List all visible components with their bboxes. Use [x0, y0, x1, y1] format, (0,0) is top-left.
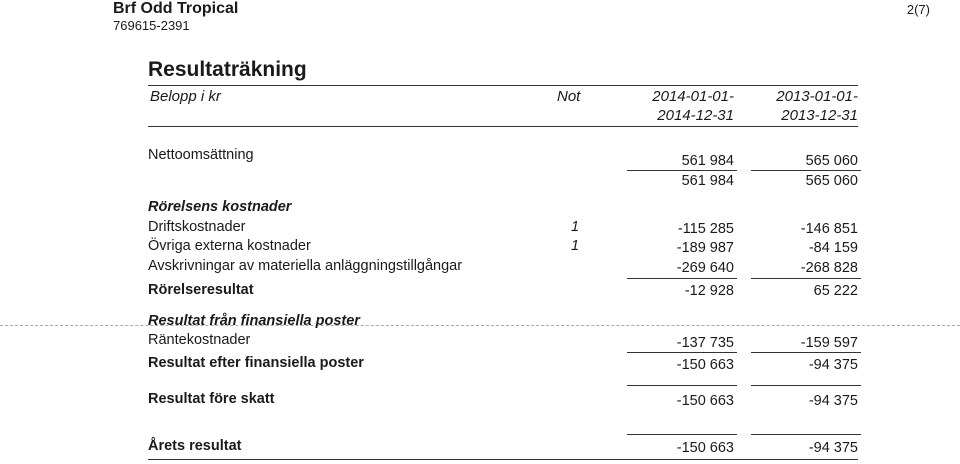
row-value-avskrivningar-2014: -269 640 — [676, 260, 734, 276]
underline — [627, 170, 737, 171]
row-label-efter-finans: Resultat efter finansiella poster — [148, 355, 364, 371]
row-label-rorelseresultat: Rörelseresultat — [148, 282, 254, 298]
period2-header-start: 2013-01-01- — [776, 88, 858, 105]
row-value-fore-skatt-2014: -150 663 — [676, 393, 734, 409]
row-value-ranta-2014: -137 735 — [676, 335, 734, 351]
row-value-ranta-2013: -159 597 — [800, 335, 858, 351]
row-value-avskrivningar-2013: -268 828 — [800, 260, 858, 276]
underline — [627, 434, 737, 435]
underline — [627, 278, 737, 279]
bottom-rule — [148, 459, 858, 460]
row-value-netto-sum-2014: 561 984 — [681, 173, 734, 189]
row-value-drift-2014: -115 285 — [677, 221, 734, 237]
company-name: Brf Odd Tropical — [113, 0, 239, 17]
underline — [751, 278, 861, 279]
period1-header-start: 2014-01-01- — [652, 88, 734, 105]
row-value-efter-finans-2014: -150 663 — [676, 357, 734, 373]
underline — [751, 170, 861, 171]
report-title: Resultaträkning — [148, 58, 307, 81]
amount-unit-label: Belopp i kr — [150, 88, 221, 105]
row-value-ovriga-2013: -84 159 — [808, 240, 858, 256]
underline — [751, 352, 861, 353]
section-heading-rorelse: Rörelsens kostnader — [148, 199, 292, 215]
row-note-ovriga: 1 — [571, 238, 580, 254]
row-value-efter-finans-2013: -94 375 — [808, 357, 858, 373]
row-value-ovriga-2014: -189 987 — [676, 240, 734, 256]
row-value-netto-2014: 561 984 — [681, 153, 734, 169]
section-heading-finans: Resultat från finansiella poster — [148, 313, 360, 329]
underline — [627, 385, 737, 386]
row-label-arets-resultat: Årets resultat — [148, 438, 242, 454]
row-label-fore-skatt: Resultat före skatt — [148, 391, 275, 407]
underline — [627, 352, 737, 353]
note-column-header: Not — [557, 88, 581, 105]
row-label-ranta: Räntekostnader — [148, 332, 251, 348]
page-number: 2(7) — [906, 2, 930, 17]
row-note-drift: 1 — [571, 219, 580, 235]
row-value-fore-skatt-2013: -94 375 — [808, 393, 858, 409]
period1-header-end: 2014-12-31 — [657, 107, 734, 124]
row-value-netto-2013: 565 060 — [805, 153, 858, 169]
underline — [751, 385, 861, 386]
row-label-drift: Driftskostnader — [148, 219, 246, 235]
row-value-arets-2014: -150 663 — [676, 440, 734, 456]
row-label-netto: Nettoomsättning — [148, 147, 254, 163]
scan-fold-line — [0, 325, 960, 326]
row-label-ovriga: Övriga externa kostnader — [148, 238, 311, 254]
row-value-rorelseresultat-2013: 65 222 — [813, 283, 858, 299]
period2-header-end: 2013-12-31 — [781, 107, 858, 124]
row-value-rorelseresultat-2014: -12 928 — [684, 283, 734, 299]
underline — [751, 434, 861, 435]
header-rule — [148, 126, 858, 127]
row-label-avskrivningar: Avskrivningar av materiella anläggningstillgångar — [148, 258, 463, 274]
org-number: 769615-2391 — [113, 18, 190, 33]
row-value-drift-2013: -146 851 — [800, 221, 858, 237]
row-value-netto-sum-2013: 565 060 — [805, 173, 858, 189]
row-value-arets-2013: -94 375 — [808, 440, 858, 456]
title-rule — [148, 85, 858, 86]
